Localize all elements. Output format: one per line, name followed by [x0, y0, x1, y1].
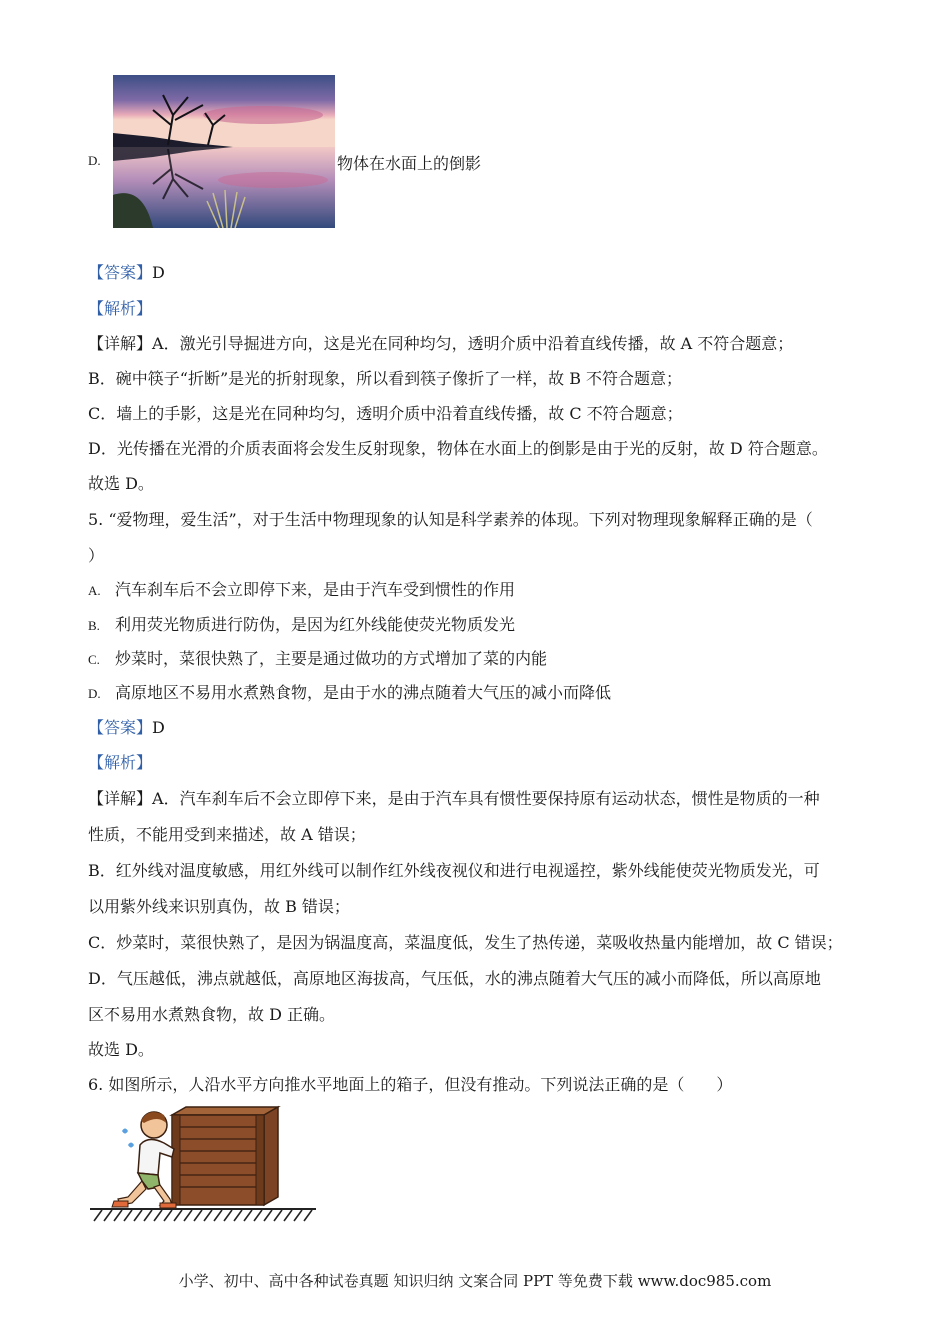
option-c — [88, 646, 547, 669]
answer-value: D — [152, 718, 165, 737]
option-b — [88, 612, 515, 635]
detail-line: B．碗中筷子“折断”是光的折射现象，所以看到筷子像折了一样，故 B 不符合题意； — [88, 369, 683, 388]
analysis-label: 【解析】 — [88, 753, 153, 772]
detail-line: 区不易用水煮熟食物，故 D 正确。 — [88, 1005, 336, 1024]
option-text: 汽车刹车后不会立即停下来，是由于汽车受到惯性的作用 — [115, 580, 516, 599]
detail-line: C．墙上的手影，这是光在同种均匀，透明介质中沿着直线传播，故 C 不符合题意； — [88, 404, 683, 423]
detail-label: 【详解】 — [88, 789, 153, 808]
footer-download-note: 小学、初中、高中各种试卷真题 知识归纳 文案合同 PPT 等免费下载 www.doc985.com — [178, 1272, 772, 1290]
detail-line: C．炒菜时，菜很快熟了，是因为锅温度高，菜温度低，发生了热传递，菜吸收热量内能增加，故 C 错误； — [88, 933, 843, 952]
detail-label: 【详解】 — [88, 334, 153, 353]
question-stem: 6. 如图所示，人沿水平方向推水平地面上的箱子，但没有推动。下列说法正确的是（ ） — [88, 1075, 733, 1094]
detail-line: 以用紫外线来识别真伪，故 B 错误； — [88, 897, 350, 916]
option-letter: A. — [88, 583, 101, 598]
option-text: 炒菜时，菜很快熟了，主要是通过做功的方式增加了菜的内能 — [115, 649, 548, 668]
detail-line: D．气压越低，沸点就越低，高原地区海拔高，气压低，水的沸点随着大气压的减小而降低，所以高原地 — [88, 969, 821, 988]
conclusion-line: 故选 D。 — [88, 474, 154, 493]
option-letter: D. — [88, 686, 101, 701]
detail-line — [88, 331, 793, 354]
option-letter: B. — [88, 618, 100, 633]
option-d-text: 物体在水面上的倒影 — [337, 154, 482, 173]
person-pushing-box-figure — [88, 1105, 320, 1225]
question-stem: 5. “爱物理，爱生活”，对于生活中物理现象的认知是科学素养的体现。下列对物理现象解释正确的是（ — [88, 510, 813, 529]
detail-line: B．红外线对温度敏感，用红外线可以制作红外线夜视仪和进行电视遥控，紫外线能使荧光物质发光，可 — [88, 861, 820, 880]
option-letter: C. — [88, 652, 100, 667]
detail-text: A．激光引导掘进方向，这是光在同种均匀，透明介质中沿着直线传播，故 A 不符合题意； — [152, 334, 794, 353]
detail-line — [88, 786, 820, 809]
option-d — [88, 680, 611, 703]
answer-row — [88, 715, 165, 738]
option-a — [88, 577, 515, 600]
option-d-letter: D. — [88, 153, 101, 168]
question-stem-end: ） — [88, 546, 105, 565]
conclusion-line: 故选 D。 — [88, 1040, 154, 1059]
option-text: 高原地区不易用水煮熟食物，是由于水的沸点随着大气压的减小而降低 — [115, 683, 612, 702]
lake-reflection-image — [113, 75, 335, 228]
option-text: 利用荧光物质进行防伪，是因为红外线能使荧光物质发光 — [115, 615, 516, 634]
detail-text: A．汽车刹车后不会立即停下来，是由于汽车具有惯性要保持原有运动状态，惯性是物质的一种 — [152, 789, 820, 808]
detail-line: D．光传播在光滑的介质表面将会发生反射现象，物体在水面上的倒影是由于光的反射，故 D 符合题意。 — [88, 439, 828, 458]
answer-label: 【答案】 — [88, 263, 153, 282]
detail-line: 性质，不能用受到来描述，故 A 错误； — [88, 825, 366, 844]
answer-label: 【答案】 — [88, 718, 153, 737]
analysis-label: 【解析】 — [88, 299, 153, 318]
answer-value: D — [152, 263, 165, 282]
answer-row — [88, 260, 165, 283]
